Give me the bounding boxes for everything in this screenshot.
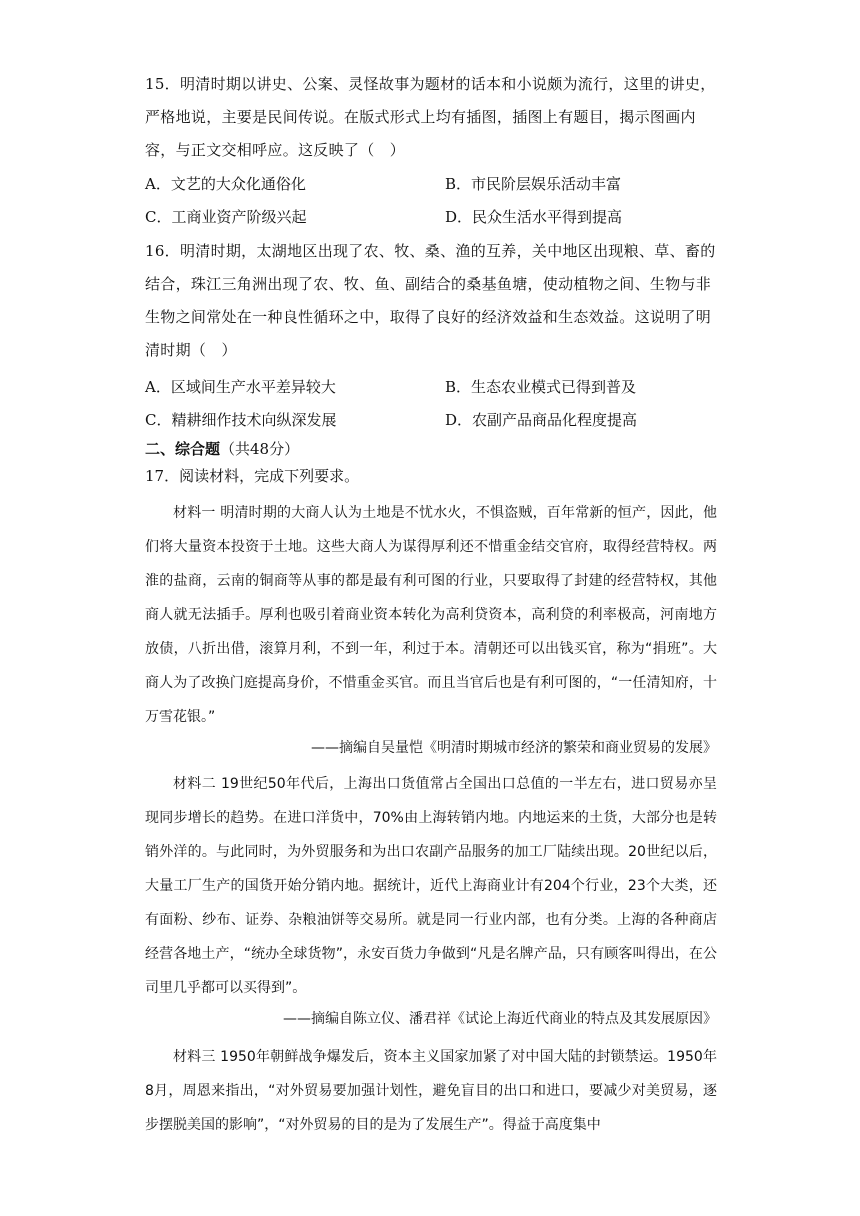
question-16-option-a: A．区域间生产水平差异较大 [145, 378, 336, 396]
section-title: 二、综合题 [145, 440, 221, 458]
material-3: 材料三 1950年朝鲜战争爆发后，资本主义国家加紧了对中国大陆的封锁禁运。1950年8月，周恩来指出，“对外贸易要加强计划性，避免盲目的出口和进口，要减少对美贸易，逐步摆脱美国的影响”，“对外贸易的目的是为了发展生产”。得益于高度集中 [145, 1049, 717, 1133]
material-1-source: ——摘编自吴量恺《明清时期城市经济的繁荣和商业贸易的发展》 [311, 740, 717, 756]
question-16-option-b: B．生态农业模式已得到普及 [445, 378, 637, 396]
question-15-stem: 15．明清时期以讲史、公案、灵怪故事为题材的话本和小说颇为流行，这里的讲史，严格地说，主要是民间传说。在版式形式上均有插图，插图上有题目，揭示图画内容，与正文交相呼应。这反映了（ ） [145, 75, 716, 159]
question-15-option-a: A．文艺的大众化通俗化 [145, 175, 306, 193]
section-heading [145, 439, 299, 459]
material-2: 材料二 19世纪50年代后，上海出口货值常占全国出口总值的一半左右，进口贸易亦呈现同步增长的趋势。在进口洋货中，70%由上海转销内地。内地运来的土货，大部分也是转销外洋的。与此同时，为外贸服务和为出口农副产品服务的加工厂陆续出现。20世纪以后，大量工厂生产的国货开始分销内地。据统计，近代上海商业计有204个行业，23个大类，还有面粉、纱布、证券、杂粮油饼等交易所。就是同一行业内部，也有分类。上海的各种商店经营各地土产，“统办全球货物”，永安百货力争做到“凡是名牌产品，只有顾客叫得出，在公司里几乎都可以买得到”。 [145, 776, 717, 996]
section-score: （共48分） [220, 440, 300, 458]
question-17-stem: 17．阅读材料，完成下列要求。 [145, 467, 360, 485]
question-16-stem: 16．明清时期，太湖地区出现了农、牧、桑、渔的互养，关中地区出现粮、草、畜的结合，珠江三角洲出现了农、牧、鱼、副结合的桑基鱼塘，使动植物之间、生物与非生物之间常处在一种良性循环之中，取得了良好的经济效益和生态效益。这说明了明清时期（ ） [145, 242, 716, 359]
question-15-option-d: D．民众生活水平得到提高 [445, 208, 623, 226]
question-15-option-b: B．市民阶层娱乐活动丰富 [445, 175, 622, 193]
material-2-source: ——摘编自陈立仪、潘君祥《试论上海近代商业的特点及其发展原因》 [283, 1011, 717, 1027]
question-15-option-c: C．工商业资产阶级兴起 [145, 208, 307, 226]
question-16-option-d: D．农副产品商品化程度提高 [445, 411, 638, 429]
question-16-option-c: C．精耕细作技术向纵深发展 [145, 411, 337, 429]
material-1: 材料一 明清时期的大商人认为土地是不忧水火，不惧盗贼，百年常新的恒产，因此，他们将大量资本投资于土地。这些大商人为谋得厚利还不惜重金结交官府，取得经营特权。两淮的盐商，云南的铜商等从事的都是最有利可图的行业，只要取得了封建的经营特权，其他商人就无法插手。厚利也吸引着商业资本转化为高利贷资本，高利贷的利率极高，河南地方放债，八折出借，滚算月利，不到一年，利过于本。清朝还可以出钱买官，称为“捐班”。大商人为了改换门庭提高身价，不惜重金买官。而且当官后也是有利可图的，“一任清知府，十万雪花银。” [145, 505, 717, 725]
